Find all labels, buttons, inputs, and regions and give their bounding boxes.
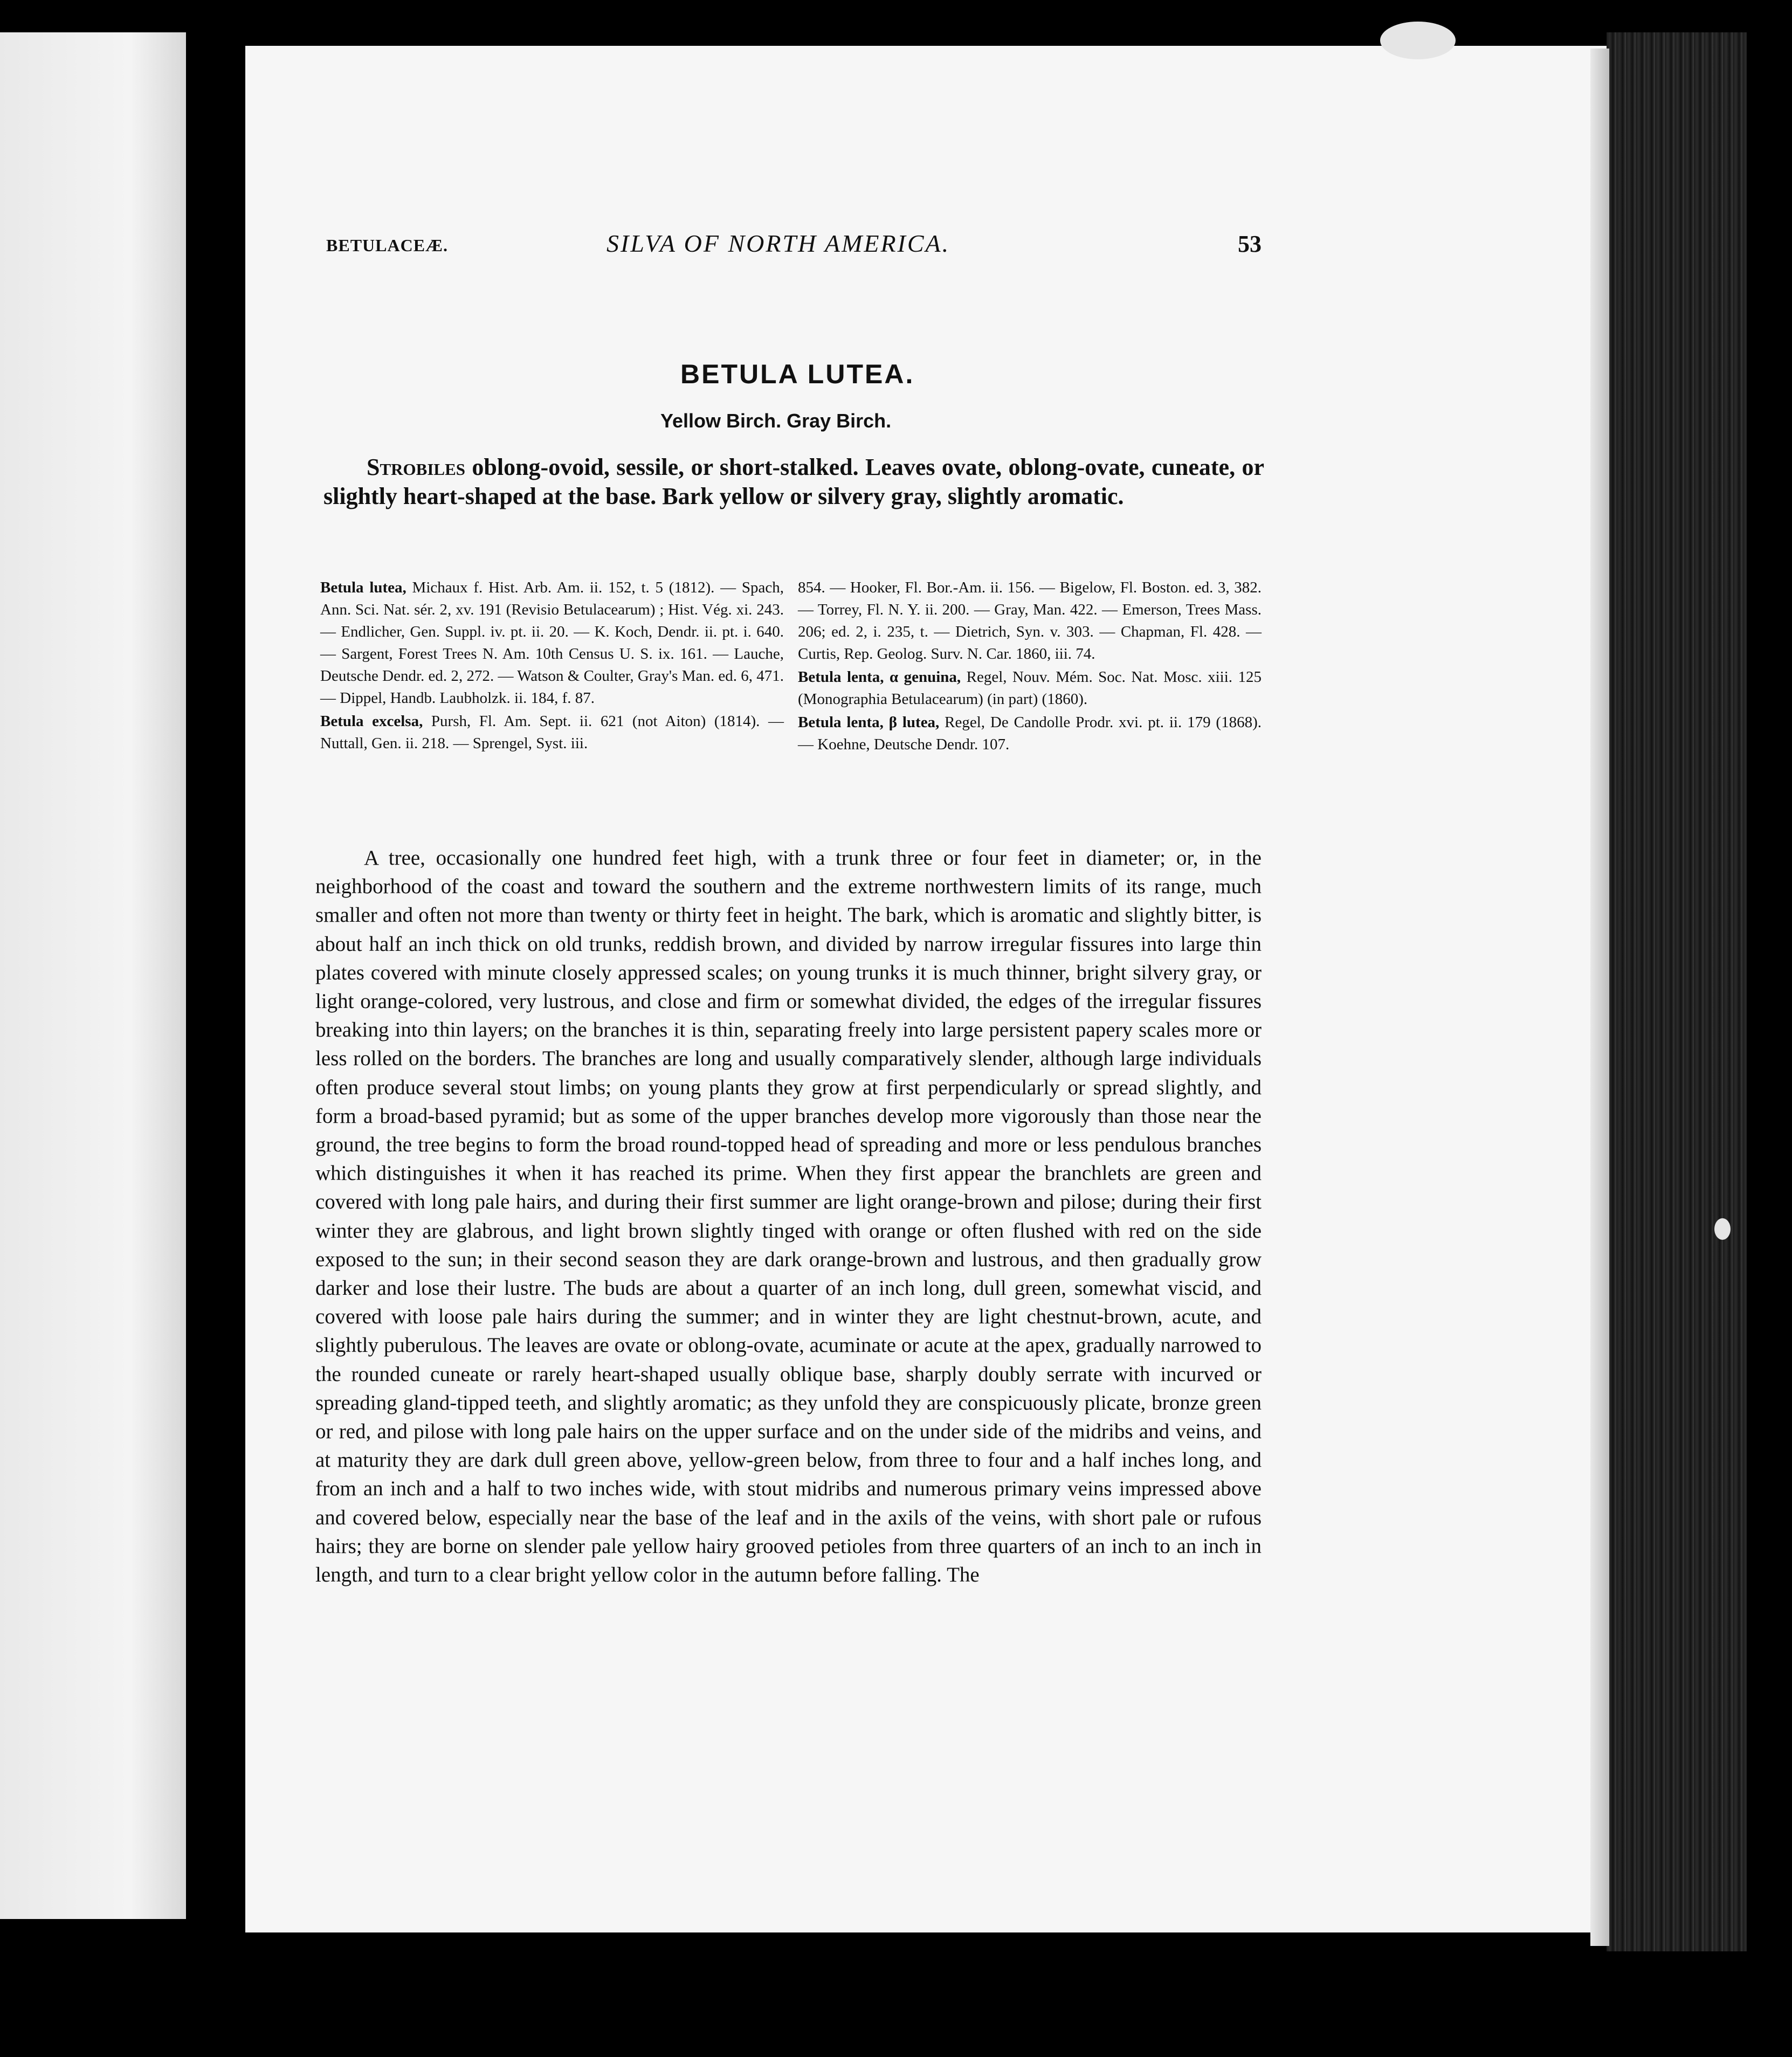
section-label: BETULACEÆ. [326, 236, 449, 255]
body-paragraph: A tree, occasionally one hundred feet high, with a trunk three or four feet in diameter; or, in the neighborhood of the coast and toward the southern and the extreme northwestern limits of its range, much smaller and often not more than twenty or thirty feet in height. The bark, which is aromatic and slightly bitter, is about half an inch thick on old trunks, reddish brown, and divided by narrow irregular fissures into large thin plates covered with minute closely appressed scales; on young trunks it is much thinner, bright silvery gray, or light orange-colored, very lustrous, and close and firm or somewhat divided, the edges of the irregular fissures breaking into thin layers; on the branches it is thin, separating freely into large persistent papery scales more or less rolled on the borders. The branches are long and usually comparatively slender, although large individuals often produce several stout limbs; on young plants they grow at first perpendicularly or spread slightly, and form a broad-based pyramid; but as some of the upper branches develop more vigorously than those near the ground, the tree begins to form the broad round-topped head of spreading and more or less pendulous branches which distinguishes it when it has reached its prime. When they first appear the branchlets are green and covered with long pale hairs, and during their first summer are light orange-brown and pilose; during their first winter they are glabrous, and light brown slightly tinged with orange or often flushed with red on the side exposed to the sun; in their second season they are dark orange-brown and lustrous, and then gradually grow darker and lose their lustre. The buds are about a quarter of an inch long, dull green, somewhat viscid, and covered with loose pale hairs during the summer; and in winter they are light chestnut-brown, acute, and slightly puberulous. The leaves are ovate or oblong-ovate, acuminate or acute at the apex, gradually narrowed to the rounded cuneate or rarely heart-shaped usually oblique base, sharply doubly serrate with incurved or spreading gland-tipped teeth, and slightly aromatic; as they unfold they are conspicuously plicate, bronze green or red, and pilose with long pale hairs on the upper surface and on the under side of the midribs and veins, and at maturity they are dark dull green above, yellow-green below, from three to four and a half inches long, and from an inch and a half to two inches wide, with stout midribs and numerous primary veins impressed above and covered below, especially near the base of the leaf and in the axils of the veins, with short pale or rufous hairs; they are borne on slender pale yellow hairy grooved petioles from three quarters of an inch to an inch in length, and turn to a clear bright yellow color in the autumn before falling. The [315, 846, 1262, 1587]
running-header [326, 229, 1262, 261]
paper-speck [1380, 22, 1456, 59]
synonym-entry: Betula lenta, β lutea, Regel, De Candolle Prodr. xvi. pt. ii. 179 (1868). — Koehne, Deutsche Dendr. 107. [798, 714, 1262, 753]
previous-page-edge [0, 32, 186, 1919]
synonymy-left-column [320, 577, 784, 756]
page-stack-edge [1607, 32, 1747, 1951]
synonym-entry: 854. — Hooker, Fl. Bor.-Am. ii. 156. — Bigelow, Fl. Boston. ed. 3, 382. — Torrey, Fl. N. Y. ii. 200. — Gray, Man. 422. — Emerson, Trees Mass. 206; ed. 2, i. 235, t. — Dietrich, Syn. v. 303. — Chapman, Fl. 428. — Curtis, Rep. Geolog. Surv. N. Car. 1860, iii. 74. [798, 579, 1262, 662]
synonym-entry: Betula lutea, Michaux f. Hist. Arb. Am. ii. 152, t. 5 (1812). — Spach, Ann. Sci. Nat. sér. 2, xv. 191 (Revisio Betulacearum) ; Hist. Vég. xi. 243. — Endlicher, Gen. Suppl. iv. pt. ii. 20. — K. Koch, Dendr. ii. pt. i. 640. — Sargent, Forest Trees N. Am. 10th Census U. S. ix. 161. — Lauche, Deutsche Dendr. ed. 2, 272. — Watson & Coulter, Gray's Man. ed. 6, 471. — Dippel, Handb. Laubholzk. ii. 184, f. 87. [320, 579, 784, 707]
common-names: Yellow Birch. Gray Birch. [660, 410, 892, 432]
species-description [323, 453, 1264, 511]
synonym-entry: Betula excelsa, Pursh, Fl. Am. Sept. ii. 621 (not Aiton) (1814). — Nuttall, Gen. ii. 218. — Sprengel, Syst. iii. [320, 713, 784, 752]
description-text: oblong-ovoid, sessile, or short-stalked. Leaves ovate, oblong-ovate, cuneate, or slightly heart-shaped at the base. Bark yellow or silvery gray, slightly aromatic. [323, 454, 1264, 509]
running-title: SILVA OF NORTH AMERICA. [606, 230, 950, 257]
paper-speck [1714, 1218, 1731, 1240]
species-title: BETULA LUTEA. [680, 359, 915, 389]
synonym-entry: Betula lenta, α genuina, Regel, Nouv. Mém. Soc. Nat. Mosc. xiii. 125 (Monographia Betulacearum) (in part) (1860). [798, 668, 1262, 708]
page-number: 53 [1238, 231, 1262, 257]
synonymy-right-column [798, 577, 1262, 757]
description-lead: Strobiles [367, 454, 465, 480]
page-fore-edge [1590, 49, 1609, 1946]
